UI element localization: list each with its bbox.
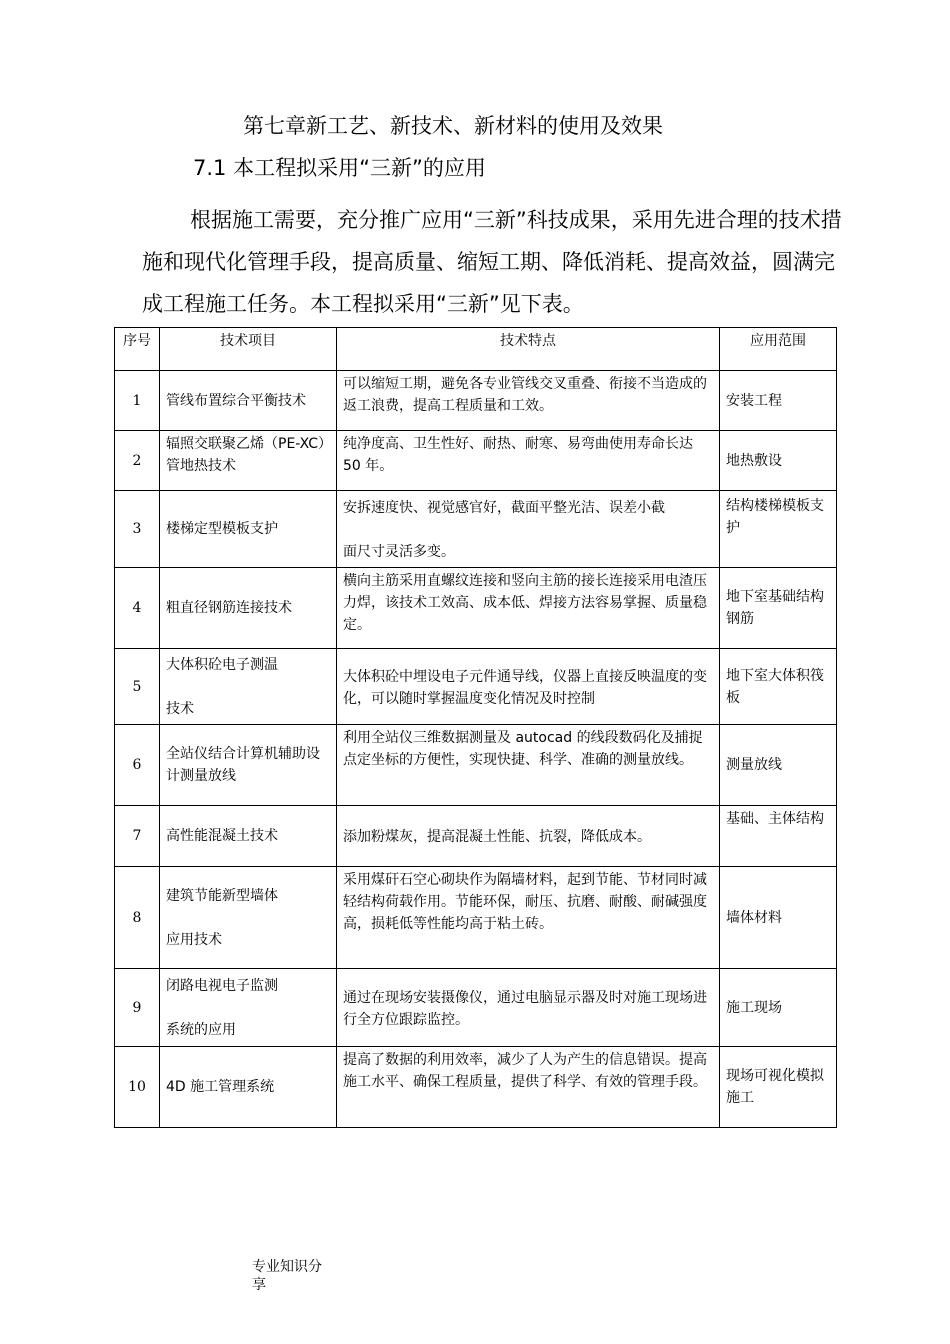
table-row (115, 969, 837, 1047)
table-row (115, 649, 837, 725)
row-scope: 基础、主体结构 (720, 806, 837, 867)
table-header-row (115, 328, 837, 371)
table-row (115, 431, 837, 491)
footer-note: 专业知识分享 (252, 1259, 322, 1293)
row-feature: 通过在现场安装摄像仪，通过电脑显示器及时对施工现场进行全方位跟踪监控。 (337, 969, 720, 1047)
row-num: 9 (115, 969, 160, 1047)
row-feature: 采用煤矸石空心砌块作为隔墙材料，起到节能、节材同时减轻结构荷载作用。节能环保，耐压、抗磨、耐酸、耐碱强度高，损耗低等性能均高于粘土砖。 (337, 867, 720, 969)
row-num: 10 (115, 1047, 160, 1128)
tech-table (114, 327, 837, 1128)
row-scope: 地下室基础结构钢筋 (720, 568, 837, 649)
row-feature: 可以缩短工期，避免各专业管线交叉重叠、衔接不当造成的返工浪费，提高工程质量和工效。 (337, 371, 720, 431)
row-scope: 地热敷设 (720, 431, 837, 491)
row-name: 全站仪结合计算机辅助设计测量放线 (160, 725, 337, 806)
row-num: 7 (115, 806, 160, 867)
header-num: 序号 (115, 328, 160, 371)
table-row (115, 491, 837, 568)
row-num: 1 (115, 371, 160, 431)
row-name: 楼梯定型模板支护 (160, 491, 337, 568)
row-scope: 现场可视化模拟施工 (720, 1047, 837, 1128)
table-row (115, 568, 837, 649)
row-feature: 横向主筋采用直螺纹连接和竖向主筋的接长连接采用电渣压力焊，该技术工效高、成本低、焊接方法容易掌握、质量稳定。 (337, 568, 720, 649)
row-name: 管线布置综合平衡技术 (160, 371, 337, 431)
row-feature: 利用全站仪三维数据测量及 autocad 的线段数码化及捕捉点定坐标的方便性，实现快捷、科学、准确的测量放线。 (337, 725, 720, 806)
row-feature: 安拆速度快、视觉感官好，截面平整光洁、误差小截 面尺寸灵活多变。 (337, 491, 720, 568)
row-feature: 大体积砼中埋设电子元件通导线，仪器上直接反映温度的变化，可以随时掌握温度变化情况及时控制 (337, 649, 720, 725)
row-name: 辐照交联聚乙烯（PE-XC）管地热技术 (160, 431, 337, 491)
row-num: 3 (115, 491, 160, 568)
row-num: 5 (115, 649, 160, 725)
table-row (115, 1047, 837, 1128)
table-row (115, 371, 837, 431)
row-num: 8 (115, 867, 160, 969)
table-row (115, 806, 837, 867)
row-num: 6 (115, 725, 160, 806)
row-name: 高性能混凝土技术 (160, 806, 337, 867)
header-feature: 技术特点 (337, 328, 720, 371)
row-name: 闭路电视电子监测 系统的应用 (160, 969, 337, 1047)
table-row (115, 725, 837, 806)
row-scope: 测量放线 (720, 725, 837, 806)
row-scope: 结构楼梯模板支护 (720, 491, 837, 568)
row-num: 2 (115, 431, 160, 491)
row-feature: 提高了数据的利用效率，减少了人为产生的信息错误。提高施工水平、确保工程质量，提供了科学、有效的管理手段。 (337, 1047, 720, 1128)
row-feature: 添加粉煤灰，提高混凝土性能、抗裂，降低成本。 (337, 806, 720, 867)
row-scope: 墙体材料 (720, 867, 837, 969)
row-scope: 施工现场 (720, 969, 837, 1047)
intro-paragraph (142, 199, 842, 325)
header-scope: 应用范围 (720, 328, 837, 371)
table-row (115, 867, 837, 969)
row-name: 建筑节能新型墙体 应用技术 (160, 867, 337, 969)
header-name: 技术项目 (160, 328, 337, 371)
row-name: 4D 施工管理系统 (160, 1047, 337, 1128)
chapter-title: 第七章新工艺、新技术、新材料的使用及效果 (243, 114, 663, 138)
row-scope: 地下室大体积筏板 (720, 649, 837, 725)
row-num: 4 (115, 568, 160, 649)
section-title: 7.1 本工程拟采用“三新”的应用 (193, 156, 486, 180)
row-name: 粗直径钢筋连接技术 (160, 568, 337, 649)
row-scope: 安装工程 (720, 371, 837, 431)
row-name: 大体积砼电子测温 技术 (160, 649, 337, 725)
intro-paragraph-text: 根据施工需要，充分推广应用“三新”科技成果，采用先进合理的技术措施和现代化管理手段，提高质量、缩短工期、降低消耗、提高效益，圆满完成工程施工任务。本工程拟采用“三新”见下表。 (142, 208, 842, 316)
row-feature: 纯净度高、卫生性好、耐热、耐寒、易弯曲使用寿命长达 50 年。 (337, 431, 720, 491)
